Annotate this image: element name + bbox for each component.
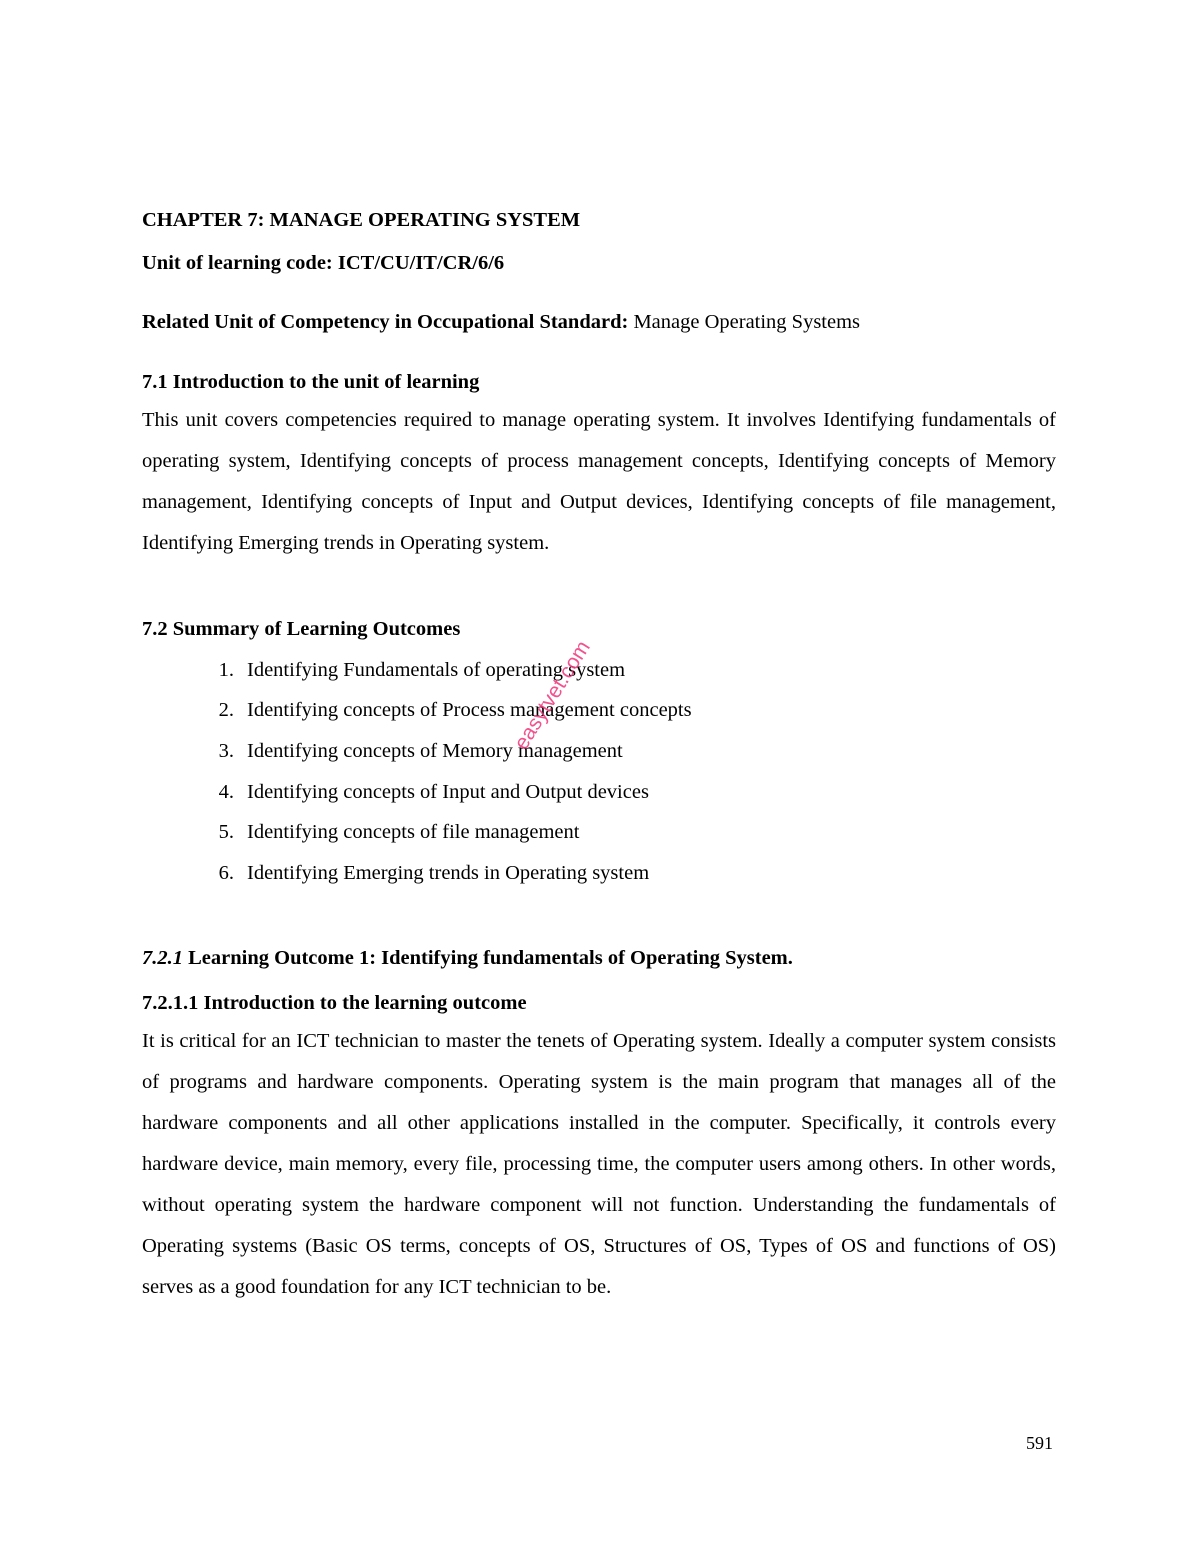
chapter-title: CHAPTER 7: MANAGE OPERATING SYSTEM: [142, 209, 581, 231]
list-item-text: Identifying Fundamentals of operating system: [247, 659, 626, 681]
list-item-number: 4.: [218, 781, 234, 803]
section-7-2-1-1-heading: 7.2.1.1 Introduction to the learning outcome: [142, 992, 527, 1014]
section-7-2-1-title: Learning Outcome 1: Identifying fundamentals of Operating System.: [183, 947, 793, 969]
section-7-2-1-1-body: It is critical for an ICT technician to master the tenets of Operating system. Ideally a computer system consists of programs and hardware components. Operating system is the main program that manages all of the hardware components and all other applications installed in the computer. Specifically, it controls every hardware device, main memory, every file, processing time, the computer users among others. In other words, without operating system the hardware component will not function. Understanding the fundamentals of Operating systems (Basic OS terms, concepts of OS, Structures of OS, Types of OS and functions of OS) serves as a good foundation for any ICT technician to be.: [142, 1030, 1056, 1298]
list-item-text: Identifying concepts of Process management concepts: [247, 699, 692, 721]
page-number: 591: [1026, 1433, 1053, 1453]
section-7-2-heading: 7.2 Summary of Learning Outcomes: [142, 618, 461, 640]
list-item-text: Identifying concepts of Memory management: [247, 740, 623, 762]
list-item-number: 1.: [218, 659, 234, 681]
list-item-number: 5.: [218, 821, 234, 843]
section-7-2-1-number: 7.2.1: [142, 947, 183, 969]
unit-code: Unit of learning code: ICT/CU/IT/CR/6/6: [142, 252, 505, 274]
watermark: easytvet.com: [509, 636, 595, 754]
section-7-1-body: This unit covers competencies required to manage operating system. It involves Identifying fundamentals of operating system, Identifying concepts of process management concepts, Identifying concepts of Memory management, Identifying concepts of Input and Output devices, Identifying concepts of file management, Identifying Emerging trends in Operating system.: [142, 409, 1056, 554]
section-7-1-heading: 7.1 Introduction to the unit of learning: [142, 371, 480, 393]
list-item-text: Identifying concepts of Input and Output devices: [247, 781, 649, 803]
related-unit: [142, 310, 860, 334]
section-7-2-1-heading: [142, 946, 793, 970]
list-item-number: 3.: [218, 740, 234, 762]
related-unit-label: Related Unit of Competency in Occupational Standard:: [142, 311, 629, 333]
list-item-text: Identifying Emerging trends in Operating system: [247, 862, 650, 884]
list-item-number: 2.: [218, 699, 234, 721]
related-unit-value: Manage Operating Systems: [628, 311, 861, 333]
list-item-text: Identifying concepts of file management: [247, 821, 580, 843]
list-item-number: 6.: [218, 862, 234, 884]
